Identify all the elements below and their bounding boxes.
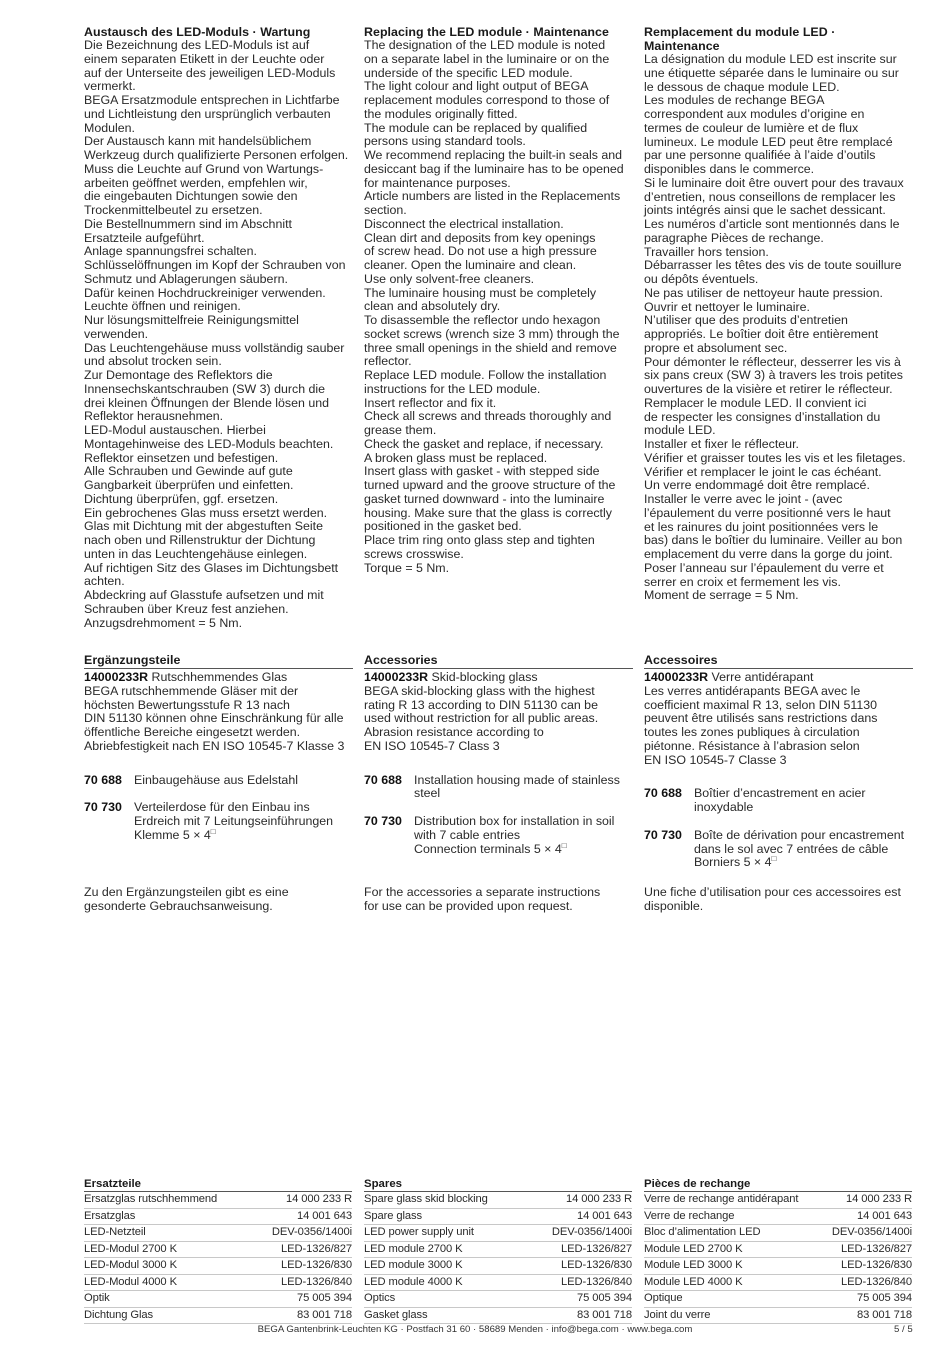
- accessory-text: Rutschhemmendes Glas BEGA rutschhemmende Gläser mit der höchsten Bewertungsstufe R 13 nach DIN 51130 können ohne Einschränkung für alle öffentliche Bereiche eingesetzt werden. Abriebfestigkeit nach EN ISO 10545-7 Klasse 3: [84, 670, 345, 753]
- spare-name: Optik: [84, 1292, 110, 1304]
- accessory-item: [644, 829, 912, 870]
- spares-row: [644, 1308, 912, 1325]
- spares-row: [644, 1258, 912, 1275]
- accessory-item: [84, 774, 352, 788]
- spare-number: 14 001 643: [577, 1209, 632, 1222]
- spares-row: [84, 1258, 352, 1275]
- instructions-column-de: [84, 25, 352, 630]
- spares-row: [84, 1275, 352, 1292]
- spare-name: LED module 4000 K: [364, 1275, 463, 1288]
- spare-number: 14 001 643: [297, 1209, 352, 1222]
- spare-number: DEV-0356/1400i: [271, 1226, 352, 1238]
- spare-number: LED-1326/840: [561, 1275, 632, 1288]
- accessories-note: Une fiche d’utilisation pour ces accessoires est disponible.: [644, 885, 901, 913]
- accessory-text: [414, 815, 632, 856]
- accessories-note: Zu den Ergänzungsteilen gibt es eine gesonderte Gebrauchsanweisung.: [84, 885, 289, 913]
- instructions-column-en: [364, 25, 632, 575]
- spare-name: Verre de rechange antidérapant: [644, 1193, 799, 1205]
- spares-table-fr: [644, 1177, 912, 1324]
- spare-number: 75 005 394: [297, 1292, 352, 1304]
- spare-name: LED-Netzteil: [84, 1226, 146, 1238]
- spare-number: LED-1326/827: [561, 1242, 632, 1255]
- page-number: 5 / 5: [894, 1324, 913, 1335]
- company-footer: BEGA Gantenbrink-Leuchten KG · Postfach 31 60 · 58689 Menden · info@bega.com · www.bega.com: [257, 1324, 693, 1335]
- accessories-heading: Ergänzungsteile: [84, 653, 353, 669]
- accessory-text: Installation housing made of stainless steel: [414, 772, 620, 801]
- accessories-column-en: [364, 653, 632, 856]
- spare-name: LED-Modul 4000 K: [84, 1275, 177, 1288]
- spare-name: Ersatzglas: [84, 1209, 136, 1222]
- accessory-number: 70 730: [364, 814, 402, 828]
- spares-row: [84, 1308, 352, 1325]
- accessory-code: 14000233R: [84, 670, 149, 684]
- spare-number: 75 005 394: [857, 1292, 912, 1304]
- spare-name: Module LED 4000 K: [644, 1275, 743, 1288]
- accessory-number: 70 730: [644, 827, 682, 842]
- spare-name: Spare glass: [364, 1209, 422, 1222]
- spares-table-en: [364, 1177, 632, 1324]
- spare-number: LED-1326/840: [841, 1275, 912, 1288]
- spare-number: 83 001 718: [297, 1308, 352, 1321]
- accessory-item: [84, 801, 352, 842]
- accessory-item: [644, 671, 912, 767]
- spare-name: Module LED 3000 K: [644, 1259, 743, 1271]
- square-superscript: □: [771, 854, 777, 864]
- spare-number: 14 000 233 R: [286, 1193, 352, 1205]
- accessory-description: Distribution box for installation in soil with 7 cable entries Connection terminals 5 × 4: [414, 814, 615, 856]
- spare-number: 83 001 718: [857, 1308, 912, 1321]
- accessories-heading: Accessoires: [644, 653, 913, 669]
- spares-row: [84, 1209, 352, 1226]
- accessory-number: 70 730: [84, 800, 122, 815]
- accessory-item: [644, 787, 912, 815]
- spares-heading: Pièces de rechange: [644, 1177, 912, 1192]
- accessory-description: Verteilerdose für den Einbau ins Erdreich mit 7 Leitungseinführungen Klemme 5 × 4: [134, 800, 334, 842]
- spares-row: [364, 1225, 632, 1242]
- spare-name: LED-Modul 2700 K: [84, 1242, 177, 1255]
- accessory-text: Einbaugehäuse aus Edelstahl: [134, 772, 298, 787]
- spare-name: Spare glass skid blocking: [364, 1193, 488, 1205]
- accessory-text: Verre antidérapant Les verres antidérapants BEGA avec le coefficient maximal R 13, selon DIN 51130 peuvent être utilisés sans restrictions dans toutes les zones publiques à circulation piétonne. Résistance à l’abrasion selon EN ISO 10545-7 Classe 3: [644, 670, 878, 767]
- accessory-item: [364, 774, 632, 802]
- spare-number: DEV-0356/1400i: [831, 1226, 912, 1238]
- spares-row: [364, 1291, 632, 1308]
- spare-name: Bloc d’alimentation LED: [644, 1226, 761, 1238]
- section-heading: Replacing the LED module · Maintenance: [364, 25, 609, 39]
- spares-row: [84, 1291, 352, 1308]
- spares-row: [364, 1308, 632, 1325]
- spare-name: Optique: [644, 1292, 683, 1304]
- spare-number: 75 005 394: [577, 1292, 632, 1304]
- section-text: La désignation du module LED est inscrite sur une étiquette séparée dans le luminaire ou sur le dessous de chaque module LED. Les modules de rechange BEGA correspondent aux modules d’origine en termes de couleur de lumière et de flux lumineux. Le module LED peut être remplacé par une personne qualifiée à l’aide d’outils disponibles dans le commerce. Si le luminaire doit être ouvert pour des travaux d’entretien, nous conseillons de remplacer les joints intégrés ainsi que le sachet dessicant. Les numéros d’article sont mentionnés dans le paragraphe Pièces de rechange. Travailler hors tension. Débarrasser les têtes des vis de toute souillure ou dépôts éventuels. Ne pas utiliser de nettoyeur haute pression. Ouvrir et nettoyer le luminaire. N’utiliser que des produits d’entretien appropriés. Le boîtier doit être entièrement propre et absolument sec. Pour démonter le réflecteur, desserrer les vis à six pans creux (SW 3) à travers les trois petites ouvertures de la visière et retirer le réflecteur. Remplacer le module LED. Il convient ici de respecter les consignes d’installation du module LED. Installer et fixer le réflecteur. Vérifier et graisser toutes les vis et les filetages. Vérifier et remplacer le joint le cas échéant. Un verre endommagé doit être remplacé. Installer le verre avec le joint - (avec l’épaulement du verre positionné vers le haut et les rainures du joint positionnées vers le bas) dans le boîtier du luminaire. Veiller au bon emplacement du verre dans la gorge du joint. Poser l’anneau sur l’épaulement du verre et serrer en croix et fermement les vis. Moment de serrage = 5 Nm.: [644, 52, 906, 603]
- accessory-number: 70 688: [364, 772, 402, 787]
- accessory-code: 14000233R: [364, 670, 429, 684]
- square-superscript: □: [210, 826, 216, 836]
- spare-name: LED module 2700 K: [364, 1242, 463, 1255]
- spare-number: 14 001 643: [857, 1209, 912, 1222]
- spare-number: 14 000 233 R: [846, 1193, 912, 1205]
- accessories-column-de: [84, 653, 352, 843]
- spare-number: 83 001 718: [577, 1308, 632, 1321]
- accessory-text: [134, 801, 352, 842]
- spares-row: [644, 1192, 912, 1209]
- spare-name: Dichtung Glas: [84, 1308, 153, 1321]
- spare-number: LED-1326/827: [281, 1242, 352, 1255]
- spares-row: [84, 1242, 352, 1259]
- spares-row: [84, 1192, 352, 1209]
- accessory-item: [84, 671, 352, 754]
- spares-heading: Spares: [364, 1177, 632, 1192]
- accessory-number: 70 688: [84, 772, 122, 787]
- spare-name: Optics: [364, 1292, 396, 1304]
- spare-name: Gasket glass: [364, 1308, 428, 1321]
- spares-row: [644, 1209, 912, 1226]
- accessory-number: 70 688: [644, 786, 682, 801]
- spare-name: Joint du verre: [644, 1308, 711, 1321]
- spare-number: DEV-0356/1400i: [551, 1226, 632, 1238]
- accessory-text: Boîtier d’encastrement en acier inoxydable: [694, 786, 866, 814]
- accessory-description: Boîte de dérivation pour encastrement dans le sol avec 7 entrées de câble Borniers 5 × 4: [694, 827, 905, 870]
- spare-name: LED power supply unit: [364, 1226, 474, 1238]
- spare-name: LED-Modul 3000 K: [84, 1259, 177, 1271]
- section-heading: Remplacement du module LED · Maintenance: [644, 25, 836, 53]
- spare-number: LED-1326/830: [841, 1259, 912, 1271]
- accessories-column-fr: [644, 653, 912, 870]
- spare-name: Verre de rechange: [644, 1209, 735, 1222]
- spare-number: LED-1326/830: [281, 1259, 352, 1271]
- spares-row: [84, 1225, 352, 1242]
- spare-number: 14 000 233 R: [566, 1193, 632, 1205]
- spare-name: Module LED 2700 K: [644, 1242, 743, 1255]
- section-text: Die Bezeichnung des LED-Moduls ist auf einem separaten Etikett in der Leuchte oder auf der Unterseite des jeweiligen LED-Moduls vermerkt. BEGA Ersatzmodule entsprechen in Lichtfarbe und Lichtleistung den ursprünglich verbauten Modulen. Der Austausch kann mit handelsüblichem Werkzeug durch qualifizierte Personen erfolgen. Muss die Leuchte auf Grund von Wartungs- arbeiten geöffnet werden, empfehlen wir, die eingebauten Dichtungen sowie den Trockenmittelbeutel zu ersetzen. Die Bestellnummern sind im Abschnitt Ersatzteile aufgeführt. Anlage spannungsfrei schalten. Schlüsselöffnungen im Kopf der Schrauben von Schmutz und Ablagerungen säubern. Dafür keinen Hochdruckreiniger verwenden. Leuchte öffnen und reinigen. Nur lösungsmittelfreie Reinigungsmittel verwenden. Das Leuchtengehäuse muss vollständig sauber und absolut trocken sein. Zur Demontage des Reflektors die Innensechskantschrauben (SW 3) durch die drei kleinen Öffnungen der Blende lösen und Reflektor herausnehmen. LED-Modul austauschen. Hierbei Montagehinweise des LED-Moduls beachten. Reflektor einsetzen und befestigen. Alle Schrauben und Gewinde auf gute Gangbarkeit überprüfen und einfetten. Dichtung überprüfen, ggf. ersetzen. Ein gebrochenes Glas muss ersetzt werden. Glas mit Dichtung mit der abgestuften Seite nach oben und Rillenstruktur der Dichtung unten in das Leuchtengehäuse einlegen. Auf richtigen Sitz des Glases im Dichtungsbett achten. Abdeckring auf Glasstufe aufsetzen und mit Schrauben über Kreuz fest anziehen. Anzugsdrehmoment = 5 Nm.: [84, 38, 349, 630]
- accessory-code: 14000233R: [644, 670, 709, 684]
- accessory-item: [364, 671, 632, 754]
- accessory-item: [364, 815, 632, 856]
- spares-row: [364, 1209, 632, 1226]
- spares-row: [644, 1291, 912, 1308]
- section-text: The designation of the LED module is noted on a separate label in the luminaire or on the underside of the specific LED module. The light colour and light output of BEGA replacement modules correspond to those of the modules originally fitted. The module can be replaced by qualified persons using standard tools. We recommend replacing the built-in seals and desiccant bag if the luminaire has to be opened for maintenance purposes. Article numbers are listed in the Replacements section. Disconnect the electrical installation. Clean dirt and deposits from key openings of screw head. Do not use a high pressure cleaner. Open the luminaire and clean. Use only solvent-free cleaners. The luminaire housing must be completely clean and absolutely dry. To disassemble the reflector undo hexagon socket screws (wrench size 3 mm) through the three small openings in the shield and remove reflector. Replace LED module. Follow the installation instructions for the LED module. Insert reflector and fix it. Check all screws and threads thoroughly and grease them. Check the gasket and replace, if necessary. A broken glass must be replaced. Insert glass with gasket - with stepped side turned upward and the groove structure of the gasket turned downward - into the luminaire housing. Make sure that the glass is correctly positioned in the gasket bed. Place trim ring onto glass step and tighten screws crosswise. Torque = 5 Nm.: [364, 38, 624, 575]
- spares-row: [644, 1275, 912, 1292]
- spares-row: [644, 1225, 912, 1242]
- spare-name: Ersatzglas rutschhemmend: [84, 1193, 218, 1205]
- spare-number: LED-1326/827: [841, 1242, 912, 1255]
- accessories-note: For the accessories a separate instructions for use can be provided upon request.: [364, 885, 601, 913]
- spares-row: [644, 1242, 912, 1259]
- spare-number: LED-1326/830: [561, 1259, 632, 1271]
- spares-row: [364, 1192, 632, 1209]
- accessories-heading: Accessories: [364, 653, 633, 669]
- spares-row: [364, 1258, 632, 1275]
- spares-row: [364, 1242, 632, 1259]
- spare-number: LED-1326/840: [281, 1275, 352, 1288]
- spares-row: [364, 1275, 632, 1292]
- spares-heading: Ersatzteile: [84, 1177, 352, 1192]
- accessory-text: Skid-blocking glass BEGA skid-blocking glass with the highest rating R 13 according to DIN 51130 can be used without restriction for all public areas. Abrasion resistance according to EN ISO 10545-7 Class 3: [364, 670, 599, 753]
- accessory-text: [694, 829, 912, 870]
- square-superscript: □: [561, 840, 567, 850]
- spare-name: LED module 3000 K: [364, 1259, 463, 1271]
- spares-table-de: [84, 1177, 352, 1324]
- section-heading: Austausch des LED-Moduls · Wartung: [84, 25, 311, 39]
- instructions-column-fr: [644, 25, 912, 603]
